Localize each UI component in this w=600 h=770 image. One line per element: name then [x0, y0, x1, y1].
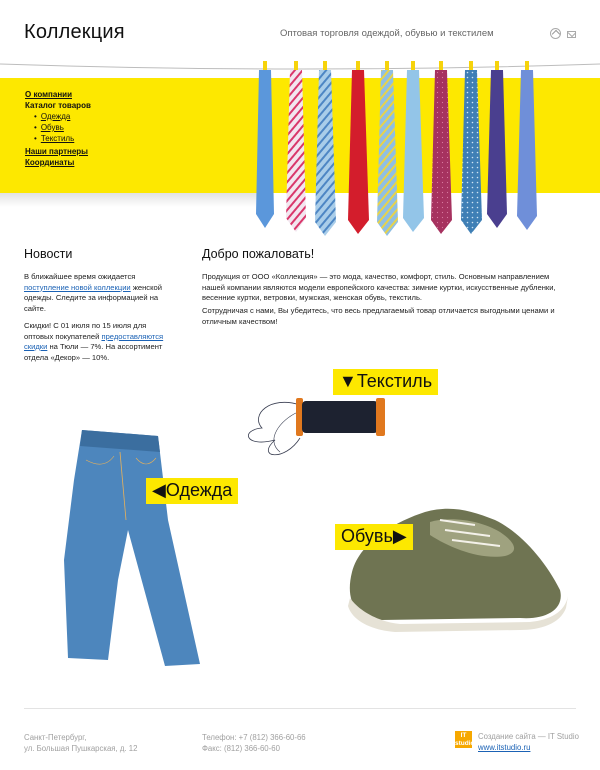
site-tagline: Оптовая торговля одеждой, обувью и текстилем: [280, 28, 494, 39]
news-item: Скидки! С 01 июля по 15 июля для оптовых покупателей предоставляются скидки на Тюли — 7%. На ассортимент отдела «Декор» — 10%.: [24, 321, 164, 362]
welcome-paragraph: Сотрудничая с нами, Вы убедитесь, что весь предлагаемый товар отличается выгодными ценами и отличным качеством!: [202, 306, 555, 326]
nav-about[interactable]: О компании: [25, 90, 72, 99]
nav-catalog-item: [34, 133, 91, 144]
category-textile-link[interactable]: ▼Текстиль: [333, 369, 438, 395]
main-nav: [25, 89, 91, 168]
footer-phones: [202, 732, 306, 754]
welcome-title: Добро пожаловать!: [202, 247, 315, 261]
thread-spool-image: [248, 398, 385, 455]
nav-catalog: Каталог товаров: [25, 101, 91, 110]
studio-site-link[interactable]: www.itstudio.ru: [478, 743, 531, 752]
welcome-paragraph: Продукция от ООО «Коллекция» — это мода, качество, комфорт, стиль. Основным направлением нашей компании являются модели европейского качества: зимние куртки, искусственные дубленки, весенние куртки, ветровки, мужская, женская обувь, текстиль.: [202, 272, 556, 302]
clothesline-rope: [0, 60, 600, 74]
nav-contacts[interactable]: Координаты: [25, 158, 75, 167]
nav-catalog-shoes[interactable]: Обувь: [40, 123, 64, 132]
site-logo[interactable]: Коллекция: [24, 21, 125, 43]
news-title: Новости: [24, 247, 73, 261]
footer-studio: Создание сайта — IT Studio www.itstudio.ru: [478, 732, 579, 752]
products-illustration: [0, 360, 600, 680]
footer-fax: Факс: (812) 366-60-60: [202, 744, 280, 753]
nav-catalog-textile[interactable]: Текстиль: [40, 134, 75, 143]
nav-catalog-list: [34, 111, 91, 144]
nav-catalog-item: [34, 122, 91, 133]
footer-address: Санкт-Петербург, ул. Большая Пушкарская, д. 12: [24, 733, 138, 753]
category-clothes-link[interactable]: ◀Одежда: [146, 478, 238, 504]
nav-catalog-clothes[interactable]: Одежда: [40, 112, 71, 121]
nav-catalog-item: [34, 111, 91, 122]
news-link-new-collection[interactable]: поступление новой коллекции: [24, 282, 131, 292]
home-icon[interactable]: [550, 28, 561, 39]
footer-phone: Телефон: +7 (812) 366-60-66: [202, 733, 306, 742]
news-link-discounts[interactable]: предоставляются скидки: [24, 331, 164, 351]
it-studio-logo[interactable]: IT studio: [455, 732, 475, 747]
header-icons: [550, 28, 576, 39]
category-shoes-link[interactable]: Обувь▶: [335, 524, 413, 550]
footer-divider: [24, 708, 576, 709]
jeans-image: [64, 430, 200, 666]
news-item: В ближайшее время ожидается поступление новой коллекции женской одежды. Следите за информацией на сайте.: [24, 272, 162, 313]
hero-shadow: [0, 193, 260, 207]
nav-partners[interactable]: Наши партнеры: [25, 147, 89, 156]
mail-icon[interactable]: [567, 31, 576, 38]
